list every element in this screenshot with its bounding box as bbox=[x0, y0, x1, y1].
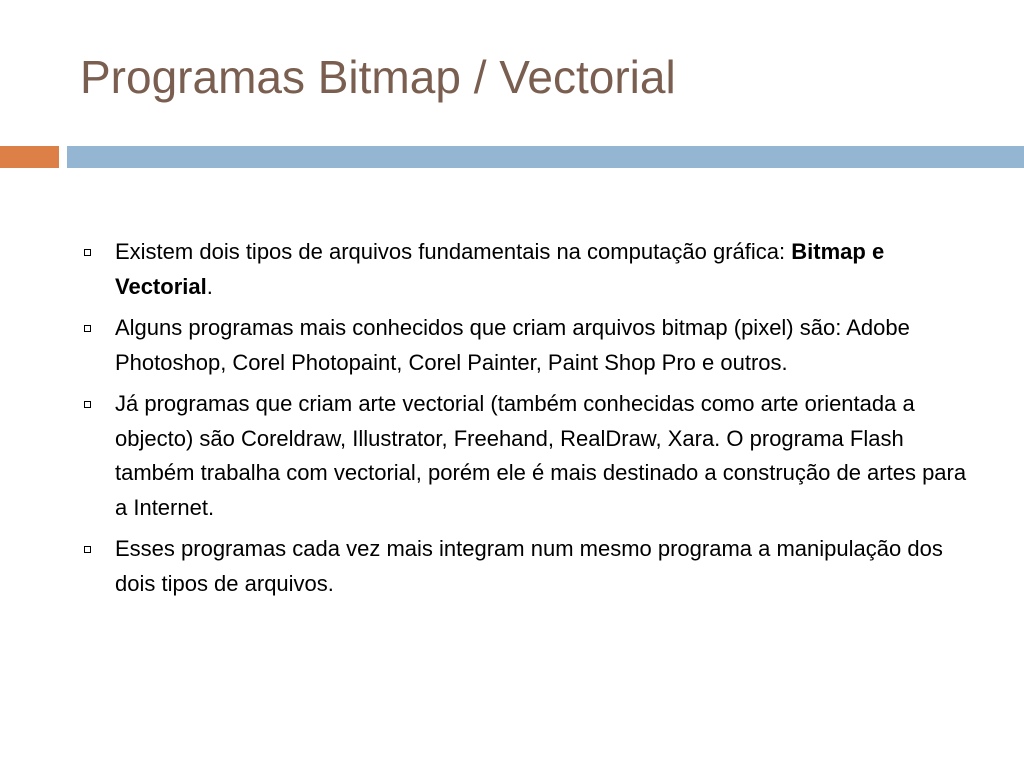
bullet-item bbox=[80, 387, 980, 525]
title-divider-bar bbox=[67, 146, 1024, 168]
hollow-square-icon bbox=[84, 249, 91, 256]
bullet-text: Esses programas cada vez mais integram num mesmo programa a manipulação dos dois tipos de arquivos. bbox=[115, 536, 943, 596]
bullet-suffix: . bbox=[206, 273, 213, 299]
hollow-square-icon bbox=[84, 546, 91, 553]
bullet-item bbox=[80, 311, 980, 380]
bullet-item bbox=[80, 235, 980, 304]
hollow-square-icon bbox=[84, 325, 91, 332]
bullet-text: Já programas que criam arte vectorial (também conhecidas como arte orientada a objecto) são Coreldraw, Illustrator, Freehand, RealDraw, Xara. O programa Flash também trabalha com vectorial, porém ele é mais destinado a construção de artes para a Internet. bbox=[115, 391, 967, 520]
bullet-bold-text: Bitmap e Vectorial bbox=[115, 239, 885, 299]
bullet-text: Alguns programas mais conhecidos que criam arquivos bitmap (pixel) são: Adobe Photoshop, Corel Photopaint, Corel Painter, Paint Shop Pro e outros. bbox=[115, 315, 910, 375]
bullet-list bbox=[80, 235, 980, 608]
accent-bar bbox=[0, 146, 59, 168]
bullet-item bbox=[80, 532, 980, 601]
hollow-square-icon bbox=[84, 401, 91, 408]
slide-title: Programas Bitmap / Vectorial bbox=[80, 51, 676, 103]
bullet-text: Existem dois tipos de arquivos fundamentais na computação gráfica: bbox=[115, 239, 792, 264]
